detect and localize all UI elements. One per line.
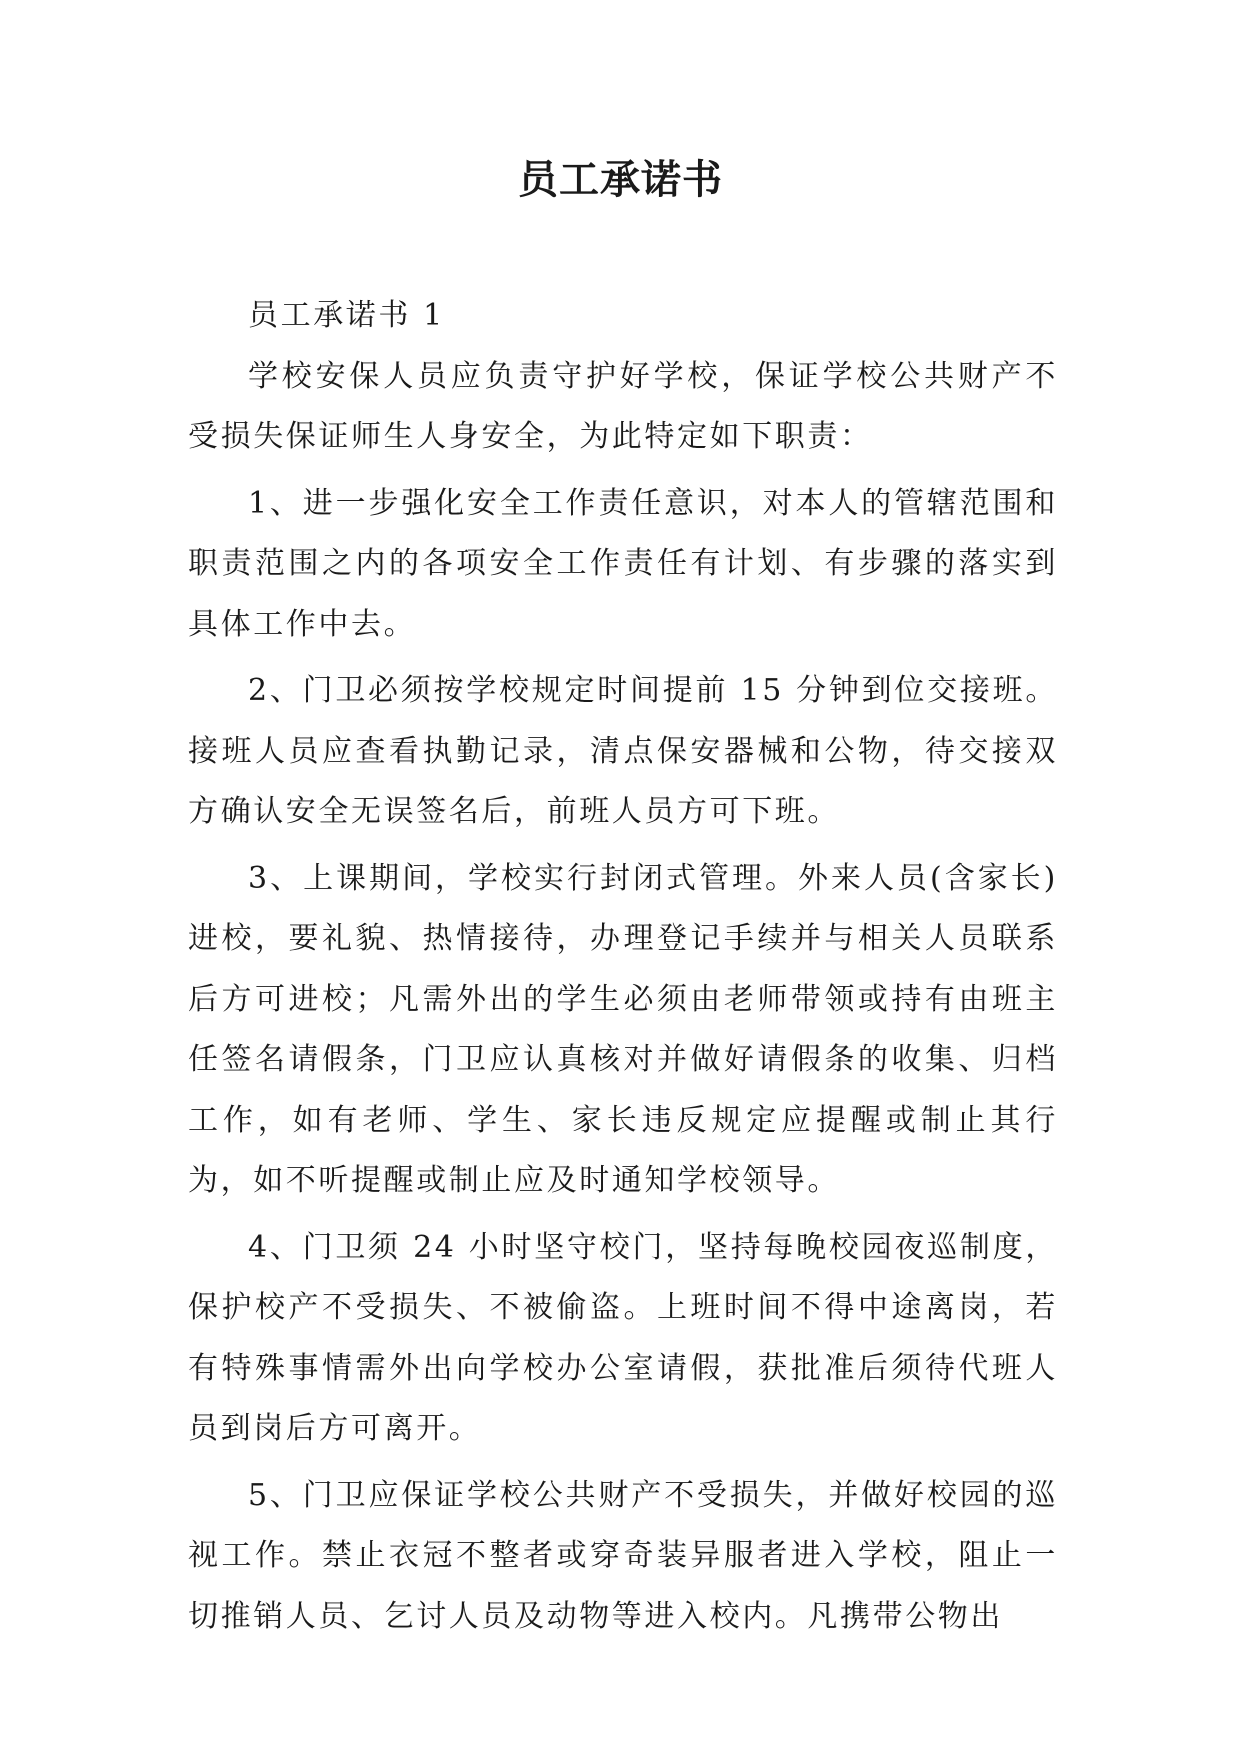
duty-item-1: 1、进一步强化安全工作责任意识，对本人的管辖范围和职责范围之内的各项安全工作责任有计划、有步骤的落实到具体工作中去。 [188, 485, 1058, 642]
document-title: 员工承诺书 [518, 157, 723, 203]
intro-paragraph: 学校安保人员应负责守护好学校，保证学校公共财产不受损失保证师生人身安全，为此特定如下职责： [188, 358, 1058, 454]
duty-item-3: 3、上课期间，学校实行封闭式管理。外来人员(含家长)进校，要礼貌、热情接待，办理登记手续并与相关人员联系后方可进校；凡需外出的学生必须由老师带领或持有由班主任签名请假条，门卫应认真核对并做好请假条的收集、归档工作，如有老师、学生、家长违反规定应提醒或制止其行为，如不听提醒或制止应及时通知学校领导。 [188, 860, 1058, 1198]
duty-item-2: 2、门卫必须按学校规定时间提前 15 分钟到位交接班。接班人员应查看执勤记录，清点保安器械和公物，待交接双方确认安全无误签名后，前班人员方可下班。 [188, 673, 1058, 829]
duty-item-5: 5、门卫应保证学校公共财产不受损失，并做好校园的巡视工作。禁止衣冠不整者或穿奇装异服者进入学校，阻止一切推销人员、乞讨人员及动物等进入校内。凡携带公物出 [188, 1477, 1058, 1634]
duty-item-4: 4、门卫须 24 小时坚守校门，坚持每晚校园夜巡制度，保护校产不受损失、不被偷盗。上班时间不得中途离岗，若有特殊事情需外出向学校办公室请假，获批准后须待代班人员到岗后方可离开。 [188, 1229, 1058, 1446]
document-body [188, 286, 1058, 1647]
section-heading: 员工承诺书 1 [248, 298, 445, 333]
